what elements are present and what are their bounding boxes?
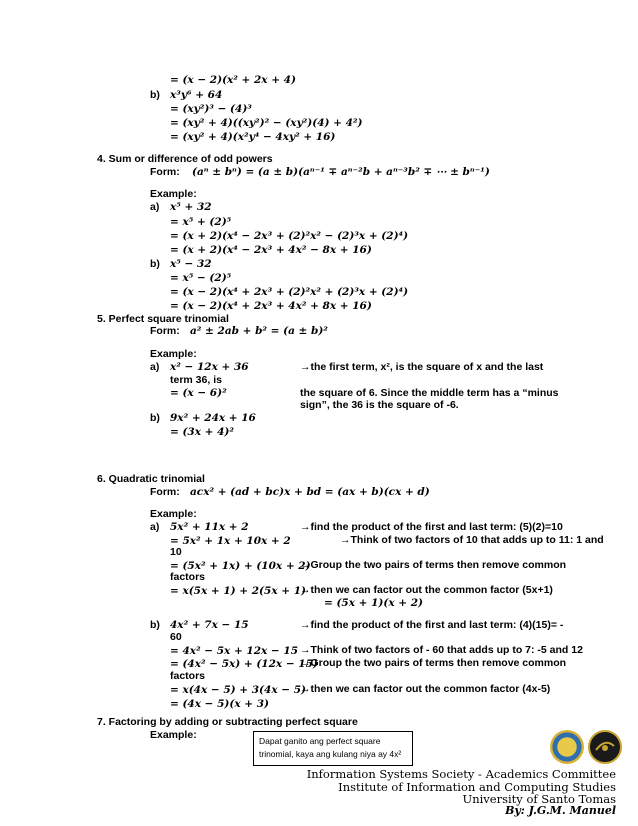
- s6-a-note-1: →find the product of the first and last term: (5)(2)=10: [300, 521, 563, 533]
- s5-b-line-1: 9x² + 24x + 16: [170, 412, 256, 424]
- s6-b-note-1: →find the product of the first and last term: (4)(15)= -: [300, 619, 564, 631]
- s4-a-line-4: = (x + 2)(x⁴ − 2x³ + 4x² − 8x + 16): [170, 244, 372, 256]
- footer-line-3: University of Santo Tomas: [462, 792, 616, 806]
- item-label: b): [150, 89, 160, 101]
- s4-b-line-3: = (x − 2)(x⁴ + 2x³ + (2)²x² + (2)³x + (2)⁴): [170, 286, 409, 298]
- top-line-2: x³y⁶ + 64: [170, 89, 223, 101]
- s4-b-line-1: x⁵ − 32: [170, 258, 212, 270]
- iss-logo-icon: [588, 730, 622, 764]
- s4-b-line-2: = x⁵ − (2)⁵: [170, 272, 232, 284]
- section-5-heading: 5. Perfect square trinomial: [97, 313, 229, 325]
- section-6-form: acx² + (ad + bc)x + bd = (ax + b)(cx + d): [190, 486, 430, 498]
- s6-a-note-4: →then we can factor out the common factor (5x+1): [300, 584, 553, 596]
- example-label: Example:: [150, 508, 197, 520]
- form-label: Form:: [150, 486, 180, 498]
- s5-a-note-4: sign”, the 36 is the square of -6.: [300, 399, 459, 411]
- s6-a-note-2: →Think of two factors of 10 that adds up to 11: 1 and: [340, 534, 604, 546]
- s6-b-note-1b: 60: [170, 631, 182, 643]
- s6-a-line-5: = (5x + 1)(x + 2): [324, 597, 423, 609]
- example-label: Example:: [150, 188, 197, 200]
- s6-b-line-4: = x(4x − 5) + 3(4x − 5): [170, 684, 306, 696]
- section-7-heading: 7. Factoring by adding or subtracting perfect square: [97, 716, 358, 728]
- example-label: Example:: [150, 729, 197, 741]
- author-byline: By: J.G.M. Manuel: [505, 804, 616, 817]
- top-line-4: = (xy² + 4)((xy²)² − (xy²)(4) + 4²): [170, 117, 363, 129]
- note-box: [253, 731, 413, 766]
- s4-a-line-2: = x⁵ + (2)⁵: [170, 216, 232, 228]
- s4-a-line-1: x⁵ + 32: [170, 201, 212, 213]
- s6-a-line-2: = 5x² + 1x + 10x + 2: [170, 535, 291, 547]
- item-label: a): [150, 521, 160, 533]
- section-6-heading: 6. Quadratic trinomial: [97, 473, 205, 485]
- section-4-heading: 4. Sum or difference of odd powers: [97, 153, 273, 165]
- note-line-2: trinomial, kaya ang kulang niya ay 4x²: [259, 749, 402, 759]
- s4-a-line-3: = (x + 2)(x⁴ − 2x³ + (2)²x² − (2)³x + (2)⁴): [170, 230, 409, 242]
- form-label: Form:: [150, 166, 180, 178]
- item-label: a): [150, 361, 160, 373]
- note-line-1: Dapat ganito ang perfect square: [259, 736, 381, 746]
- item-label: a): [150, 201, 160, 213]
- s6-b-line-1: 4x² + 7x − 15: [170, 619, 249, 631]
- s6-a-note-3: →Group the two pairs of terms then remove common: [300, 559, 567, 571]
- s4-b-line-4: = (x − 2)(x⁴ + 2x³ + 4x² + 8x + 16): [170, 300, 372, 312]
- footer-line-1: Information Systems Society - Academics Committee: [306, 767, 616, 781]
- top-line-3: = (xy²)³ − (4)³: [170, 103, 252, 115]
- s6-a-line-4: = x(5x + 1) + 2(5x + 1): [170, 585, 306, 597]
- item-label: b): [150, 258, 160, 270]
- footer-line-2: Institute of Information and Computing Studies: [338, 780, 616, 794]
- s6-a-line-1: 5x² + 11x + 2: [170, 521, 249, 533]
- s6-b-note-2: →Think of two factors of - 60 that adds up to 7: -5 and 12: [300, 644, 583, 656]
- item-label: b): [150, 412, 160, 424]
- s6-a-line-3: = (5x² + 1x) + (10x + 2): [170, 560, 311, 572]
- s5-b-line-2: = (3x + 4)²: [170, 426, 234, 438]
- top-line-1: = (x − 2)(x² + 2x + 4): [170, 74, 296, 86]
- example-label: Example:: [150, 348, 197, 360]
- s5-a-note-1: →the first term, x², is the square of x and the last: [300, 361, 544, 373]
- s6-b-line-3: = (4x² − 5x) + (12x − 15): [170, 658, 318, 670]
- iics-seal-icon: [550, 730, 584, 764]
- s6-a-note-2b: 10: [170, 546, 182, 558]
- form-label: Form:: [150, 325, 180, 337]
- s6-b-note-4: →then we can factor out the common factor (4x-5): [300, 683, 551, 695]
- s6-b-line-2: = 4x² − 5x + 12x − 15: [170, 645, 298, 657]
- section-5-form: a² ± 2ab + b² = (a ± b)²: [190, 325, 328, 337]
- s5-a-line-2: = (x − 6)²: [170, 387, 227, 399]
- iss-logo-mark: [590, 732, 620, 762]
- s5-a-line-1: x² − 12x + 36: [170, 361, 249, 373]
- s6-a-note-3b: factors: [170, 571, 206, 583]
- item-label: b): [150, 619, 160, 631]
- s5-a-note-2: term 36, is: [170, 374, 222, 386]
- s6-b-note-3b: factors: [170, 670, 206, 682]
- s6-b-note-3: →Group the two pairs of terms then remove common: [300, 657, 567, 669]
- section-4-form: (aⁿ ± bⁿ) = (a ± b)(aⁿ⁻¹ ∓ aⁿ⁻²b + aⁿ⁻³b² ∓ ⋯ ± bⁿ⁻¹): [192, 166, 490, 178]
- s5-a-note-3: the square of 6. Since the middle term has a “minus: [300, 387, 559, 399]
- s6-b-line-5: = (4x − 5)(x + 3): [170, 698, 269, 710]
- top-line-5: = (xy² + 4)(x²y⁴ − 4xy² + 16): [170, 131, 336, 143]
